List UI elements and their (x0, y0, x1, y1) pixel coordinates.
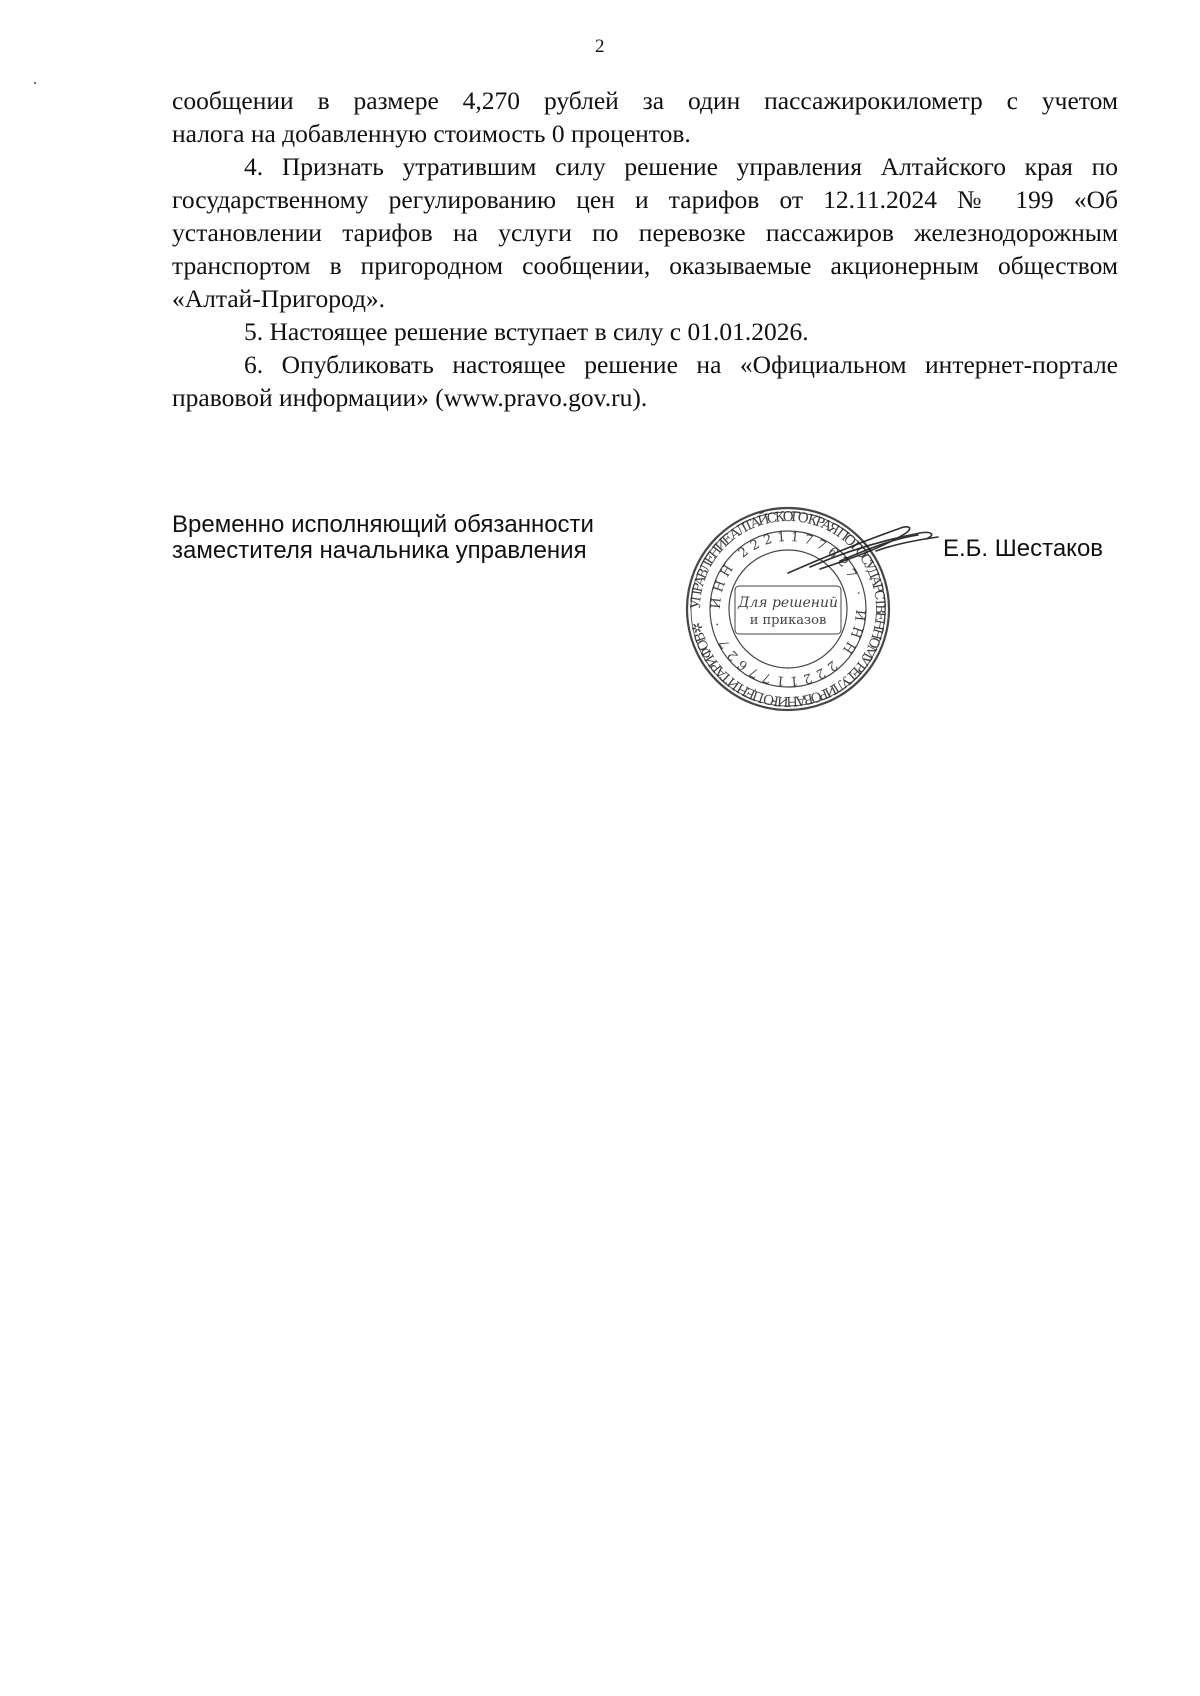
scan-speck (34, 82, 36, 84)
signatory-position-line1: Временно исполняющий обязанности (172, 511, 594, 538)
paragraph-continuation-line1: сообщении в размере 4,270 рублей за один пассажирокилометр с учетом (172, 86, 1118, 115)
seal-inner-ring-text: ИНН 2221177627 · ИНН 2221177627 · (708, 529, 868, 689)
paragraph-continuation (172, 84, 1118, 150)
seal-outer-ring-text: УПРАВЛЕНИЕ АЛТАЙСКОГО КРАЯ ПО ГОСУДАРСТВЕННОМУ РЕГУЛИРОВАНИЮ ЦЕН И ТАРИФОВ ✲ (687, 508, 889, 710)
document-body (172, 84, 1118, 414)
signatory-position (172, 512, 594, 564)
seal-center-line1: Для решений (737, 595, 839, 611)
paragraph-6: 6. Опубликовать настоящее решение на «Официальном интернет-портале правовой информации» (www.pravo.gov.ru). (172, 350, 1118, 412)
handwritten-signature (780, 515, 940, 595)
paragraph-continuation-line2: налога на добавленную стоимость 0 процентов. (172, 119, 691, 148)
signatory-position-line2: заместителя начальника управления (172, 537, 587, 564)
paragraph-5: 5. Настоящее решение вступает в силу с 01.01.2026. (244, 317, 809, 346)
page-number: 2 (595, 36, 605, 57)
seal-center-line2: и приказов (749, 613, 827, 628)
paragraph-4: 4. Признать утратившим силу решение управления Алтайского края по государственному регулированию цен и тарифов от 12.11.2024 № 199 «Об установлении тарифов на услуги по перевозке пассажиров железнодорожным транспортом в пригородном сообщении, оказываемые акционерным обществом «Алтай-Пригород». (172, 152, 1118, 313)
signatory-name: Е.Б. Шестаков (943, 535, 1104, 562)
